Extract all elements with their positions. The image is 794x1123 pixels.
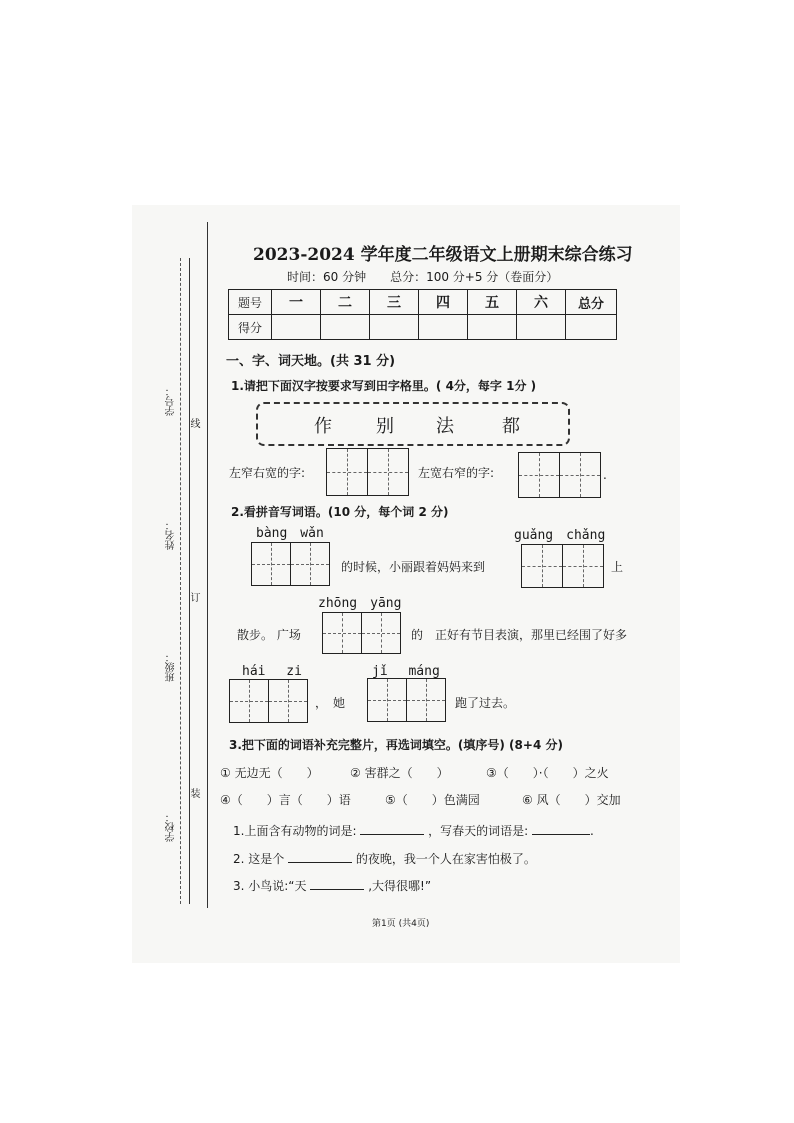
q3-blank-4[interactable] xyxy=(310,889,364,890)
grid-cell[interactable] xyxy=(368,679,407,721)
q2-text-2a: 散步。 广场 xyxy=(237,628,301,642)
col-5: 五 xyxy=(468,290,517,315)
score-cell-1[interactable] xyxy=(272,315,321,340)
q3-fill-line-3 xyxy=(233,877,431,894)
grid-cell[interactable] xyxy=(362,613,400,653)
grid-cell[interactable] xyxy=(368,449,408,495)
q2-pinyin-5: jǐ máng xyxy=(372,664,440,679)
name-label: 姓名： xyxy=(166,520,177,550)
q3-line1-text-b: ，写春天的词语是: xyxy=(428,824,529,838)
q2-grid-1[interactable] xyxy=(251,542,330,586)
q2-grid-2[interactable] xyxy=(521,544,604,588)
page-footer: 第1页 (共4页) xyxy=(372,919,430,929)
score-cell-2[interactable] xyxy=(321,315,370,340)
q3-blank-2[interactable] xyxy=(532,834,590,835)
q2-pinyin-3: zhōng yāng xyxy=(318,596,402,611)
q2-prompt: 2.看拼音写词语。(10 分，每个词 2 分) xyxy=(231,505,449,519)
q3-item-3: ③（ ）·（ ）之火 xyxy=(486,766,609,780)
grid-cell[interactable] xyxy=(230,680,269,722)
score-cell-total[interactable] xyxy=(566,315,617,340)
q3-line2-text-a: 2. 这是个 xyxy=(233,852,285,866)
score-table-score-row xyxy=(229,315,617,340)
score-cell-5[interactable] xyxy=(468,315,517,340)
question-number-label: 题号 xyxy=(229,290,272,315)
q2-text-1b: 上 xyxy=(611,560,624,574)
grid-cell[interactable] xyxy=(522,545,563,587)
binding-border-line xyxy=(207,222,208,908)
q2-text-3b: 跑了过去。 xyxy=(455,696,516,710)
q3-prompt: 3.把下面的词语补充完整片，再选词填空。(填序号) (8+4 分) xyxy=(229,738,563,752)
col-4: 四 xyxy=(419,290,468,315)
q3-line2-text-b: 的夜晚，我一个人在家害怕极了。 xyxy=(355,852,536,866)
q2-pinyin-4: hái zi xyxy=(242,664,302,679)
line-mark: 线 xyxy=(188,418,199,428)
score-table xyxy=(228,289,617,340)
col-1: 一 xyxy=(272,290,321,315)
grid-cell[interactable] xyxy=(407,679,445,721)
q3-line3-text-b: ,大得很哪!” xyxy=(368,879,432,893)
cut-dashed-line xyxy=(180,258,181,904)
q3-fill-line-1: 1.上面含有动物的词是: ，写春天的词语是: . xyxy=(233,824,594,838)
grid-cell[interactable] xyxy=(252,543,291,585)
col-total: 总分 xyxy=(566,290,617,315)
student-no-label: 学号： xyxy=(166,386,177,416)
page-title: 2023-2024 学年度二年级语文上册期末综合练习 xyxy=(253,245,633,265)
q1-grid-right[interactable] xyxy=(518,452,601,498)
char-4: 都 xyxy=(502,416,520,437)
q1-character-box xyxy=(256,402,570,446)
char-1: 作 xyxy=(314,416,332,437)
col-2: 二 xyxy=(321,290,370,315)
q3-line1-text-a: 1.上面含有动物的词是: xyxy=(233,824,357,838)
score-cell-6[interactable] xyxy=(517,315,566,340)
q3-blank-3[interactable] xyxy=(288,862,352,863)
q3-fill-line-2 xyxy=(233,850,536,867)
q2-text-2b: 的 正好有节目表演，那里已经围了好多 xyxy=(411,628,628,642)
score-table-header-row xyxy=(229,290,617,315)
char-3: 法 xyxy=(436,416,454,437)
q2-pinyin-2: guǎng chǎng xyxy=(514,528,606,543)
q2-pinyin-1: bàng wǎn xyxy=(256,526,324,541)
q3-item-1: ① 无边无（ ） xyxy=(220,766,319,780)
grid-cell[interactable] xyxy=(327,449,368,495)
q2-grid-3[interactable] xyxy=(322,612,401,654)
seal-mark: 装 xyxy=(188,788,199,798)
q2-grid-4[interactable] xyxy=(229,679,308,723)
grid-cell[interactable] xyxy=(323,613,362,653)
q1-end-dot: . xyxy=(603,468,607,482)
grid-cell[interactable] xyxy=(291,543,329,585)
score-cell-3[interactable] xyxy=(370,315,419,340)
score-cell-4[interactable] xyxy=(419,315,468,340)
q1-left-label: 左窄右宽的字: xyxy=(229,466,306,480)
char-2: 别 xyxy=(376,416,394,437)
q1-right-label: 左宽右窄的字: xyxy=(418,466,495,480)
q3-item-6: ⑥ 风（ ）交加 xyxy=(522,793,621,807)
bind-mark: 订 xyxy=(188,592,199,602)
exam-info: 时间：60 分钟 总分：100 分+5 分（卷面分） xyxy=(287,270,559,284)
school-label: 学校： xyxy=(166,812,177,842)
grid-cell[interactable] xyxy=(563,545,603,587)
q2-text-1: 的时候，小丽跟着妈妈来到 xyxy=(341,560,486,574)
grid-cell[interactable] xyxy=(269,680,307,722)
col-6: 六 xyxy=(517,290,566,315)
grid-cell[interactable] xyxy=(560,453,600,497)
col-3: 三 xyxy=(370,290,419,315)
q3-item-5: ⑤（ ）色满园 xyxy=(385,793,480,807)
grid-cell[interactable] xyxy=(519,453,560,497)
q1-grid-left[interactable] xyxy=(326,448,409,496)
q3-item-2: ② 害群之（ ） xyxy=(350,766,449,780)
score-label: 得分 xyxy=(229,315,272,340)
q3-item-4: ④（ ）言（ ）语 xyxy=(220,793,351,807)
class-label: 班级： xyxy=(166,652,177,682)
section-1-heading: 一、字、词天地。(共 31 分) xyxy=(226,354,396,369)
q3-blank-1[interactable] xyxy=(360,834,424,835)
q2-text-3a: ， 她 xyxy=(315,696,346,710)
q1-prompt: 1.请把下面汉字按要求写到田字格里。( 4分，每字 1分 ) xyxy=(231,379,537,393)
q3-line3-text-a: 3. 小鸟说:“天 xyxy=(233,879,307,893)
q2-grid-5[interactable] xyxy=(367,678,446,722)
binding-outer-line xyxy=(189,258,190,904)
